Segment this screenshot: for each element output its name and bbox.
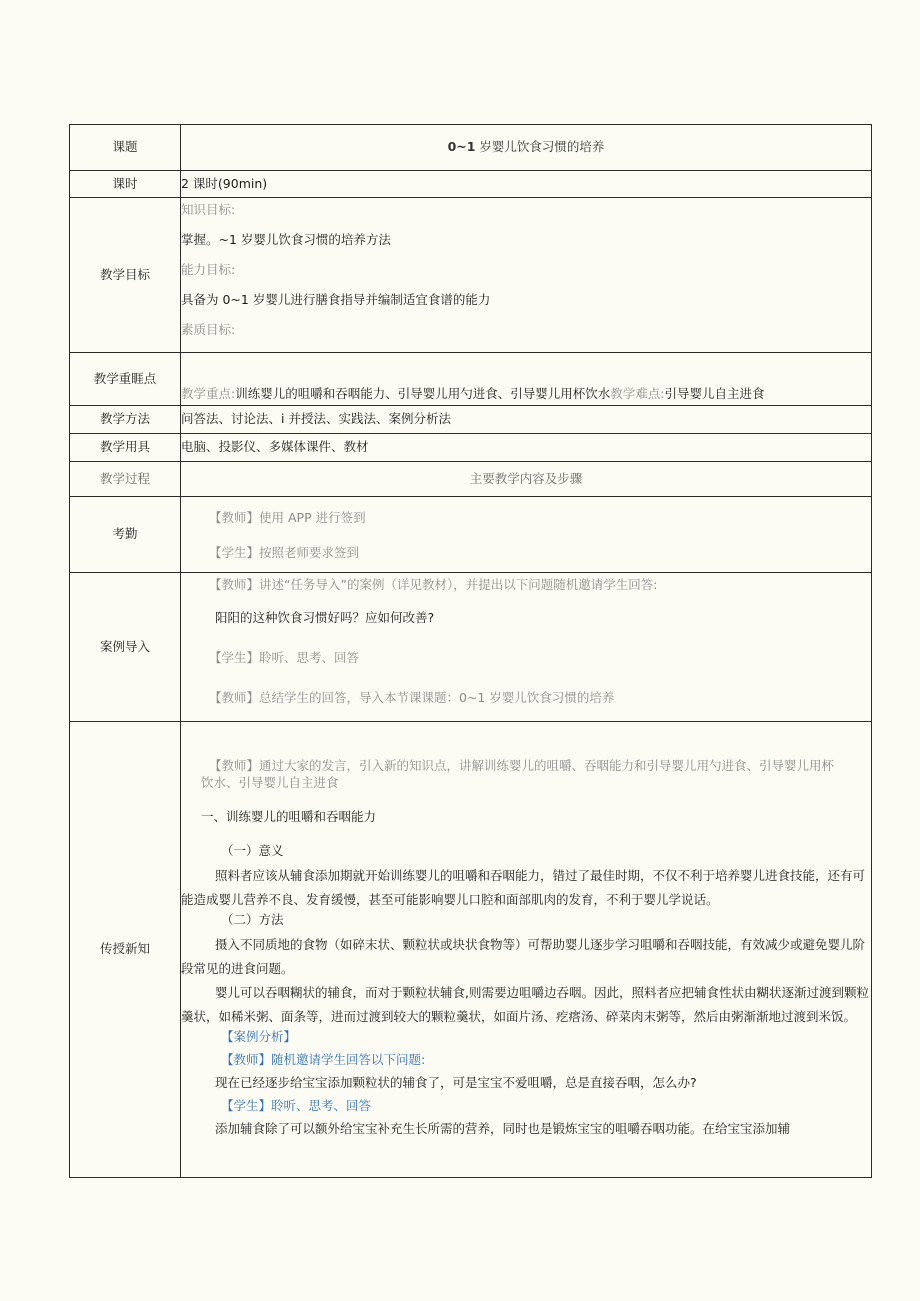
process-header-right: 主要教学内容及步骤 <box>181 462 872 497</box>
key-head: 教学重点: <box>181 386 236 402</box>
row-new-knowledge <box>70 722 872 1178</box>
case-intro-label: 案例导入 <box>70 573 181 722</box>
new-knowledge-content <box>181 722 872 1178</box>
key-points-content <box>181 353 872 406</box>
key-points-line <box>181 386 871 403</box>
tools-value: 电脑、投影仪、多媒体课件、教材 <box>181 434 872 462</box>
lesson-plan-table <box>69 124 872 1178</box>
difficult-head: 教学难点: <box>610 386 665 402</box>
attendance-teacher: 【教师】使用 APP 进行签到 <box>209 510 366 526</box>
methods-value: 问答法、讨论法、i 并授法、实践法、案例分析法 <box>181 406 872 434</box>
objectives-content <box>181 198 872 353</box>
row-tools <box>70 434 872 462</box>
case-intro-content <box>181 573 872 722</box>
process-header-left: 教学过程 <box>70 462 181 497</box>
attendance-content <box>181 497 872 573</box>
nk-case-head: 【案例分析】 <box>221 1028 297 1044</box>
row-objectives <box>70 198 872 353</box>
page-title <box>181 125 872 171</box>
case-question: 阳阳的这种饮食习惯好吗？应如何改善? <box>215 610 435 625</box>
knowledge-head: 知识目标: <box>181 202 236 217</box>
nk-teacher-question: 【教师】随机邀请学生回答以下问题: <box>221 1051 426 1067</box>
case-teacher-1: 【教师】讲述“任务导入”的案例（详见教材），并提出以下问题随机邀请学生回答: <box>209 577 658 592</box>
attendance-student: 【学生】按照老师要求签到 <box>209 545 360 561</box>
title-bold: 0~1 <box>447 139 476 155</box>
row-key-points <box>70 353 872 406</box>
knowledge-text: 掌握。~1 岁婴儿饮食习惯的培养方法 <box>181 232 391 247</box>
nk-teacher-intro-1: 【教师】通过大家的发言，引入新的知识点，讲解训练婴儿的咀嚼、吞咽能力和引导婴儿用勺进食、引导婴儿用杯 <box>209 758 835 773</box>
nk-para-2: 摄入不同质地的食物（如碎末状、颗粒状或块状食物等）可帮助婴儿逐步学习咀嚼和吞咽技能，有效减少或避免婴儿阶段常见的进食问题。 <box>181 936 866 976</box>
case-student: 【学生】聆听、思考、回答 <box>209 650 360 665</box>
attendance-label: 考勤 <box>70 497 181 573</box>
new-knowledge-body <box>181 758 871 1141</box>
quality-head: 素质目标: <box>181 322 236 337</box>
nk-section-1: 一、训练婴儿的咀嚼和吞咽能力 <box>201 808 377 824</box>
nk-teacher-intro-2: 饮水、引导婴儿自主进食 <box>201 774 339 790</box>
difficult-text: 引导婴儿自主进食 <box>664 386 765 402</box>
ability-head: 能力目标: <box>181 262 236 277</box>
row-hours <box>70 171 872 198</box>
nk-para-3: 婴儿可以吞咽糊状的辅食，而对于颗粒状辅食,则需要边咀嚼边吞咽。因此，照料者应把辅食性状由糊状逐渐过渡到颗粒羹状，如稀米粥、面条等，进而过渡到较大的颗粒羹状，如面片汤、疙瘩汤、碎菜肉末粥等，然后由粥渐渐地过渡到米饭。 <box>181 984 869 1024</box>
hours-label: 课时 <box>70 171 181 198</box>
case-teacher-2: 【教师】总结学生的回答，导入本节课课题：0~1 岁婴儿饮食习惯的培养 <box>209 690 615 705</box>
key-points-label: 教学重睚点 <box>70 353 181 406</box>
hours-value: 2 课时(90min) <box>181 171 872 198</box>
row-attendance <box>70 497 872 573</box>
row-title <box>70 125 872 171</box>
methods-label: 教学方法 <box>70 406 181 434</box>
key-text: 训练婴儿的咀嚼和吞咽能力、引导婴儿用勺进食、引导婴儿用杯饮水 <box>235 386 611 402</box>
new-knowledge-label: 传授新知 <box>70 722 181 1178</box>
row-process-header <box>70 462 872 497</box>
nk-sub-2: （二）方法 <box>221 911 284 927</box>
row-case-intro <box>70 573 872 722</box>
tools-label: 教学用具 <box>70 434 181 462</box>
nk-question: 现在已经逐步给宝宝添加颗粒状的辅食了，可是宝宝不爱咀嚼，总是直接吞咽，怎么办? <box>215 1074 697 1090</box>
ability-text: 具备为 0~1 岁婴儿进行膳食指导并编制适宜食谱的能力 <box>181 292 491 307</box>
objectives-label: 教学目标 <box>70 198 181 353</box>
nk-para-1: 照料者应该从辅食添加期就开始训练婴儿的咀嚼和吞咽能力，错过了最佳时期，不仅不利于培养婴儿进食技能，还有可能造成婴儿营养不良、发育缓慢，甚至可能影响婴儿口腔和面部肌肉的发育，不利于婴儿学说话。 <box>181 867 866 907</box>
title-rest: 岁婴儿饮食习惯的培养 <box>475 139 605 155</box>
nk-student: 【学生】聆听、思考、回答 <box>221 1097 372 1113</box>
title-label: 课题 <box>70 125 181 171</box>
nk-sub-1: （一）意义 <box>221 842 284 858</box>
row-methods <box>70 406 872 434</box>
nk-answer: 添加辅食除了可以额外给宝宝补充生长所需的营养，同时也是锻炼宝宝的咀嚼吞咽功能。在给宝宝添加辅 <box>215 1120 791 1136</box>
